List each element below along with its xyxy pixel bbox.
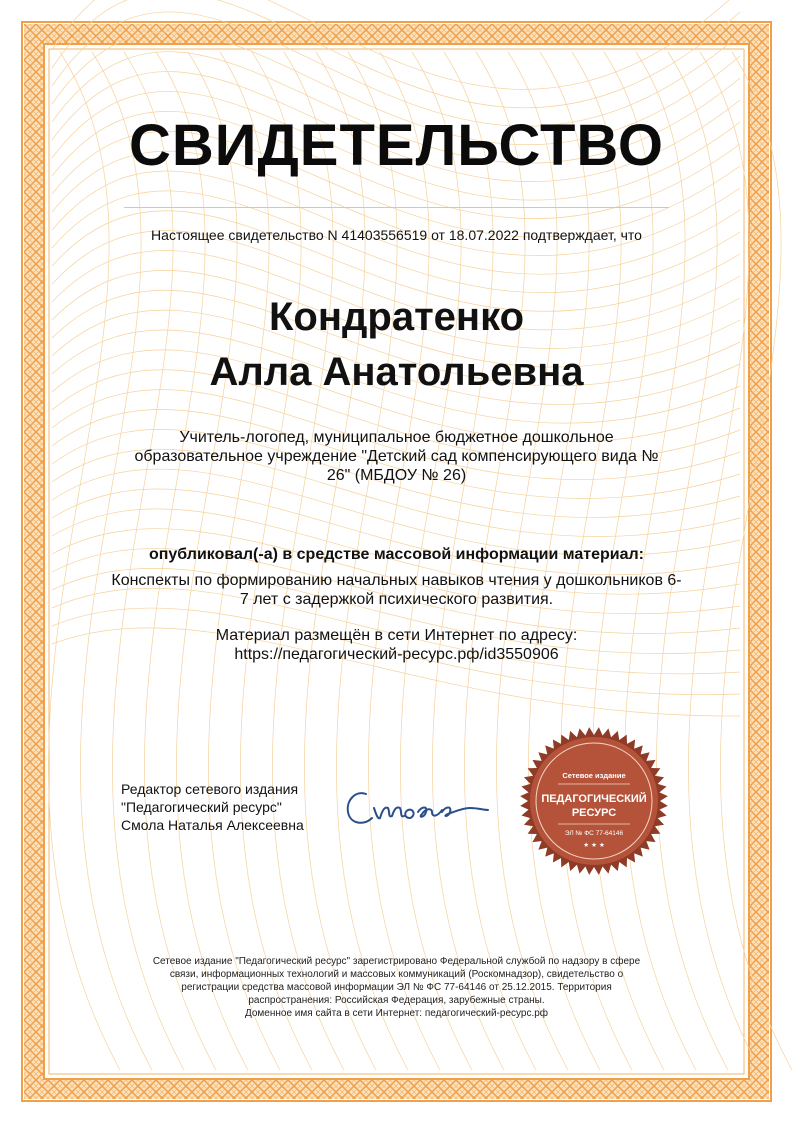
editor-line-2: "Педагогический ресурс" bbox=[121, 799, 282, 815]
editor-line-1: Редактор сетевого издания bbox=[121, 781, 299, 797]
certificate-title: СВИДЕТЕЛЬСТВО bbox=[129, 113, 664, 178]
registration-footer bbox=[115, 955, 678, 1020]
recipient-given-names: Алла Анатольевна bbox=[209, 350, 584, 394]
recipient-surname: Кондратенко bbox=[269, 295, 524, 339]
title-divider bbox=[124, 207, 669, 208]
publisher-seal bbox=[518, 725, 670, 877]
footer-line-1: Сетевое издание "Педагогический ресурс" зарегистрировано Федеральной службой по надзору в сфере bbox=[152, 956, 641, 967]
recipient-name bbox=[80, 290, 713, 400]
seal-stars: ★ ★ ★ bbox=[583, 841, 605, 849]
guilloche-line bbox=[52, 171, 740, 274]
seal-top-text: Сетевое издание bbox=[562, 771, 626, 780]
recipient-position: Учитель-логопед, муниципальное бюджетное дошкольное образовательное учреждение "Детский сад компенсирующего вида № 26" (МБДОУ № 26) bbox=[134, 429, 659, 484]
material-title: Конспекты по формированию начальных навыков чтения у дошкольников 6-7 лет с задержкой психического развития. bbox=[111, 572, 682, 608]
seal-main-line-1: ПЕДАГОГИЧЕСКИЙ bbox=[541, 793, 647, 805]
guilloche-line bbox=[52, 0, 740, 108]
editor-block bbox=[121, 780, 341, 834]
url-label: Материал размещён в сети Интернет по адресу: bbox=[215, 627, 578, 644]
editor-signature bbox=[338, 772, 498, 842]
footer-line-4: распространения: Российская Федерация, зарубежные страны. bbox=[248, 995, 545, 1006]
seal-main-line-2: РЕСУРС bbox=[571, 807, 617, 819]
footer-line-5: Доменное имя сайта в сети Интернет: педагогический-ресурс.рф bbox=[244, 1008, 549, 1019]
footer-line-3: регистрации средства массовой информации ЭЛ № ФС 77-64146 от 25.12.2015. Территория bbox=[181, 982, 612, 993]
footer-line-2: связи, информационных технологий и массовых коммуникаций (Роскомнадзор), свидетельство о bbox=[169, 969, 624, 980]
published-heading: опубликовал(-а) в средстве массовой информации материал: bbox=[148, 546, 645, 563]
certificate-intro: Настоящее свидетельство N 41403556519 от 18.07.2022 подтверждает, что bbox=[151, 227, 642, 243]
seal-reg-text: ЭЛ № ФС 77-64146 bbox=[564, 830, 624, 837]
material-location bbox=[110, 626, 683, 664]
editor-line-3: Смола Наталья Алексеевна bbox=[121, 817, 304, 833]
material-url: https://педагогический-ресурс.рф/id3550906 bbox=[234, 646, 559, 663]
